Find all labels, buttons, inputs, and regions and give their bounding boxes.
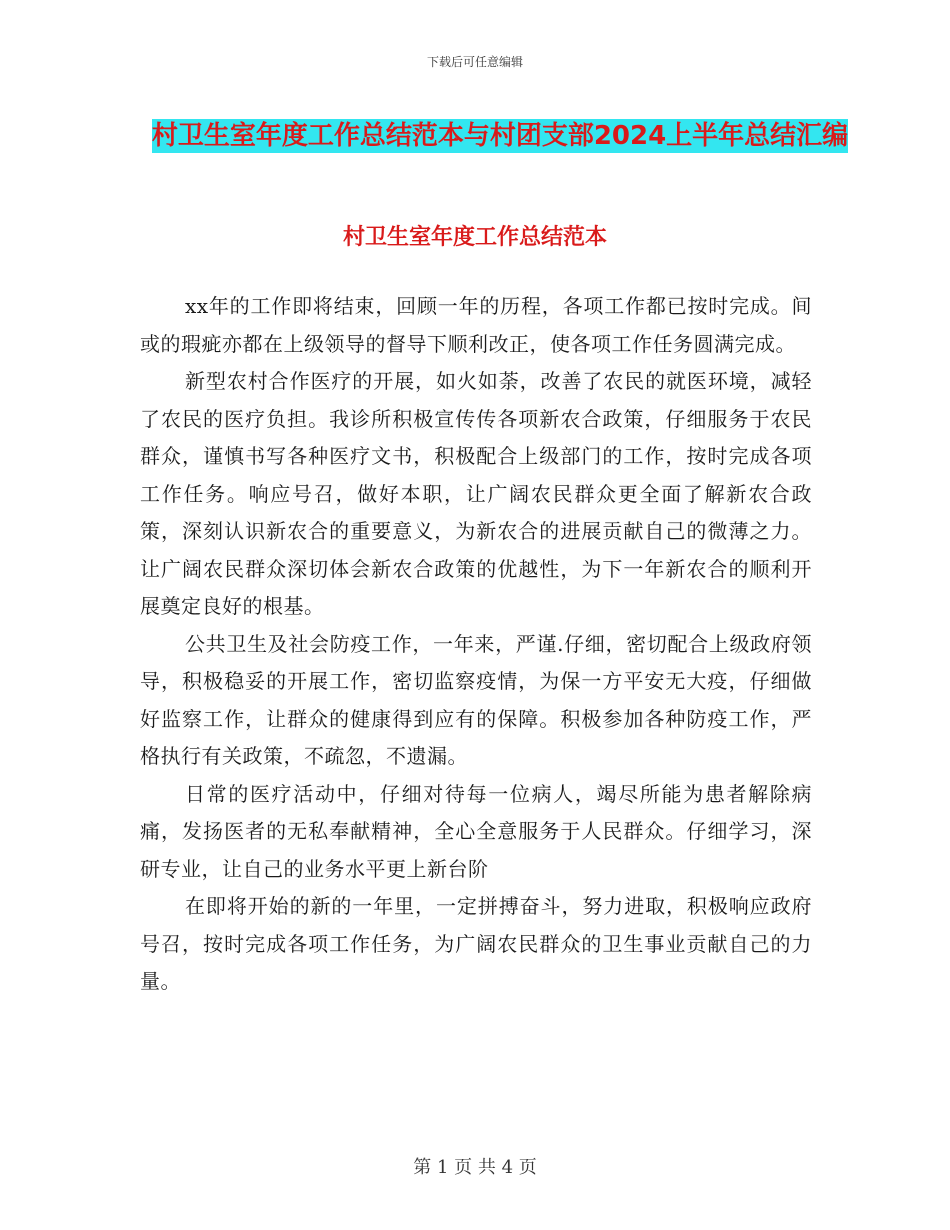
section-title: 村卫生室年度工作总结范本 (342, 225, 607, 250)
document-title (140, 110, 860, 162)
header-note: 下载后可任意编辑 (426, 55, 523, 69)
paragraph: 新型农村合作医疗的开展，如火如荼，改善了农民的就医环境，减轻了农民的医疗负担。我诊所积极宣传传各项新农合政策，仔细服务于农民群众，谨慎书写各种医疗文书，积极配合上级部门的工作，按时完成各项工作任务。响应号召，做好本职，让广阔农民群众更全面了解新农合政策，深刻认识新农合的重要意义，为新农合的进展贡献自己的微薄之力。让广阔农民群众深切体会新农合政策的优越性，为下一年新农合的顺利开展奠定良好的根基。 (140, 369, 812, 618)
paragraph: xx年的工作即将结束，回顾一年的历程，各项工作都已按时完成。间或的瑕疵亦都在上级领导的督导下顺利改正，使各项工作任务圆满完成。 (140, 294, 812, 356)
paragraph: 在即将开始的新的一年里，一定拼搏奋斗，努力进取，积极响应政府号召，按时完成各项工作任务，为广阔农民群众的卫生事业贡献自己的力量。 (140, 894, 812, 993)
document-body (140, 288, 812, 1001)
paragraph: 公共卫生及社会防疫工作，一年来，严谨.仔细，密切配合上级政府领导，积极稳妥的开展工作，密切监察疫情，为保一方平安无大疫，仔细做好监察工作，让群众的健康得到应有的保障。积极参加各种防疫工作，严格执行有关政策，不疏忽，不遗漏。 (140, 631, 812, 768)
paragraph: 日常的医疗活动中，仔细对待每一位病人，竭尽所能为患者解除病痛，发扬医者的无私奉献精神，全心全意服务于人民群众。仔细学习，深研专业，让自己的业务水平更上新台阶 (140, 781, 812, 881)
page-footer: 第 1 页 共 4 页 (413, 1157, 537, 1178)
document-title-text: 村卫生室年度工作总结范本与村团支部2024上半年总结汇编 (151, 121, 849, 151)
